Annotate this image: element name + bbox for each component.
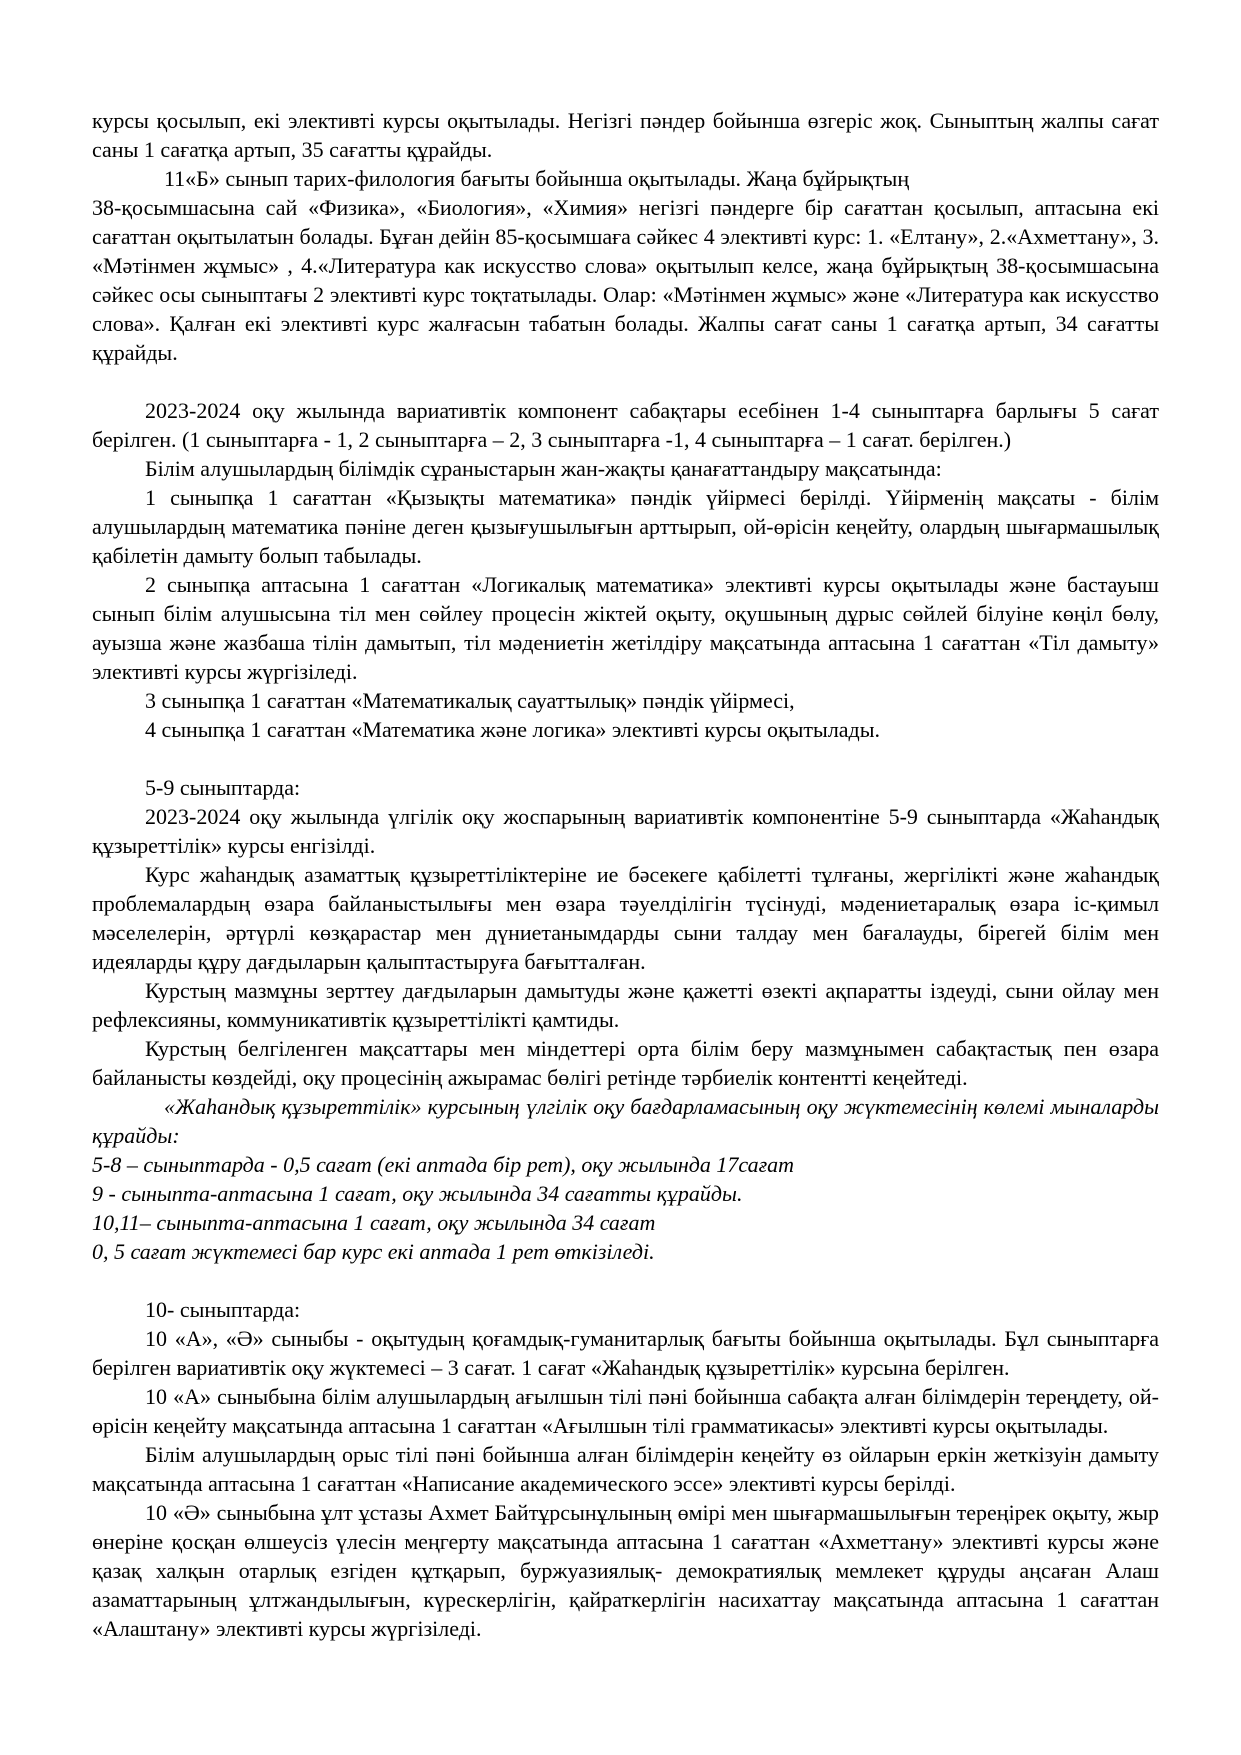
paragraph: 2023-2024 оқу жылында үлгілік оқу жоспарының вариативтік компонентіне 5-9 сыныптарда «Жаһандық құзыреттілік» курсы енгізілді. <box>92 804 1159 858</box>
paragraph: Курстың белгіленген мақсаттары мен міндеттері орта білім беру мазмұнымен сабақтастық пен өзара байланысты көздейді, оқу процесінің ажырамас бөлігі ретінде тәрбиелік контентті кеңейтеді. <box>92 1036 1159 1090</box>
paragraph: Курс жаһандық азаматтық құзыреттіліктеріне ие бәсекеге қабілетті тұлғаны, жергілікті және жаһандық проблемалардың өзара байланыстылығы мен өзара тәуелділігін түсінуді, мәдениетаралық өзара іс-қимыл мәселелерін, әртүрлі көзқарастар мен дүниетанымдарды сыни талдау мен бағалауды, бірегей білім мен идеяларды құру дағдыларын қалыптастыруға бағытталған. <box>92 862 1159 974</box>
paragraph: 3 сыныпқа 1 сағаттан «Математикалық сауаттылық» пәндік үйірмесі, <box>145 688 795 713</box>
paragraph: 11«Б» сынып тарих-филология бағыты бойынша оқытылады. Жаңа бұйрықтың <box>164 166 910 191</box>
paragraph: Білім алушылардың білімдік сұраныстарын жан-жақты қанағаттандыру мақсатында: <box>145 456 942 481</box>
paragraph: 1 сыныпқа 1 сағаттан «Қызықты математика» пәндік үйірмесі берілді. Үйірменің мақсаты - білім алушылардың математика пәніне деген қызығушылығын арттырып, ой-өрісін кеңейту, олардың шығармашылық қабілетін дамыту болып табылады. <box>92 485 1159 568</box>
paragraph: 4 сыныпқа 1 сағаттан «Математика және логика» элективті курсы оқытылады. <box>145 717 881 742</box>
paragraph-spacer <box>92 744 1159 773</box>
paragraph: 2023-2024 оқу жылында вариативтік компонент сабақтары есебінен 1-4 сыныптарға барлығы 5 сағат берілген. (1 сыныптарға - 1, 2 сыныптарға – 2, 3 сыныптарға -1, 4 сыныптарға – 1 сағат. берілген.) <box>92 398 1159 452</box>
paragraph: курсы қосылып, екі элективті курсы оқытылады. Негізгі пәндер бойынша өзгеріс жоқ. Сыныптың жалпы сағат саны 1 сағатқа артып, 35 сағатты құрайды. <box>92 108 1159 162</box>
paragraph: 10,11– сыныпта-аптасына 1 сағат, оқу жылында 34 сағат <box>92 1210 656 1235</box>
paragraph: 2 сыныпқа аптасына 1 сағаттан «Логикалық математика» элективті курсы оқытылады және бастауыш сынып білім алушысына тіл мен сөйлеу процесін жіктей оқыту, оқушының дұрыс сөйлей білуіне көңіл бөлу, ауызша және жазбаша тілін дамытып, тіл мәдениетін жетілдіру мақсатында аптасына 1 сағаттан «Тіл дамыту» элективті курсы жүргізіледі. <box>92 572 1159 684</box>
paragraph: 9 - сыныпта-аптасына 1 сағат, оқу жылында 34 сағатты құрайды. <box>92 1181 743 1206</box>
paragraph: 10 «А» сыныбына білім алушылардың ағылшын тілі пәні бойынша сабақта алған білімдерін тереңдету, ой-өрісін кеңейту мақсатында аптасына 1 сағаттан «Ағылшын тілі грамматикасы» элективті курсы оқытылады. <box>92 1384 1159 1438</box>
paragraph: 10 «А», «Ә» сыныбы - оқытудың қоғамдық-гуманитарлық бағыты бойынша оқытылады. Бұл сыныптарға берілген вариативтік оқу жүктемесі – 3 сағат. 1 сағат «Жаһандық құзыреттілік» курсына берілген. <box>92 1326 1159 1380</box>
paragraph: 38-қосымшасына сай «Физика», «Биология», «Химия» негізгі пәндерге бір сағаттан қосылып, аптасына екі сағаттан оқытылатын болады. Бұған дейін 85-қосымшаға сәйкес 4 элективті курс: 1. «Елтану», 2.«Ахметтану», 3. «Мәтінмен жұмыс» , 4.«Литература как искусство слова» оқытылып келсе, жаңа бұйрықтың 38-қосымшасына сәйкес осы сыныптағы 2 элективті курс тоқтатылады. Олар: «Мәтінмен жұмыс» және «Литература как искусство слова». Қалған екі элективті курс жалғасын табатын болады. Жалпы сағат саны 1 сағатқа артып, 34 сағатты құрайды. <box>92 195 1159 365</box>
paragraph: 5-9 сыныптарда: <box>145 775 301 800</box>
paragraph: 10- сыныптарда: <box>145 1297 301 1322</box>
paragraph: 5-8 – сыныптарда - 0,5 сағат (екі аптада бір рет), оқу жылында 17сағат <box>92 1152 795 1177</box>
paragraph: «Жаһандық құзыреттілік» курсының үлгілік оқу бағдарламасының оқу жүктемесінің көлемі мыналарды құрайды: <box>92 1094 1159 1148</box>
paragraph-spacer <box>92 367 1159 396</box>
paragraph-spacer <box>92 1266 1159 1295</box>
paragraph: Курстың мазмұны зерттеу дағдыларын дамытуды және қажетті өзекті ақпаратты іздеуді, сыни ойлау мен рефлексияны, коммуникативтік құзыреттілікті қамтиды. <box>92 978 1159 1032</box>
paragraph: 10 «Ә» сыныбына ұлт ұстазы Ахмет Байтұрсынұлының өмірі мен шығармашылығын тереңірек оқыту, жыр өнеріне қосқан өлшеусіз үлесін меңгерту мақсатында аптасына 1 сағаттан «Ахметтану» элективті курсы және қазақ халқын отарлық езгіден құтқарып, буржуазиялық- демократиялық мемлекет құруды аңсаған Алаш азаматтарының ұлтжандылығын, күрескерлігін, қайраткерлігін насихаттау мақсатында аптасына 1 сағаттан «Алаштану» элективті курсы жүргізіледі. <box>92 1500 1159 1641</box>
document-page <box>92 106 1159 1643</box>
paragraph: 0, 5 сағат жүктемесі бар курс екі аптада 1 рет өткізіледі. <box>92 1239 655 1264</box>
paragraph: Білім алушылардың орыс тілі пәні бойынша алған білімдерін кеңейту өз ойларын еркін жеткізуін дамыту мақсатында аптасына 1 сағаттан «Написание академического эссе» элективті курсы берілді. <box>92 1442 1159 1496</box>
